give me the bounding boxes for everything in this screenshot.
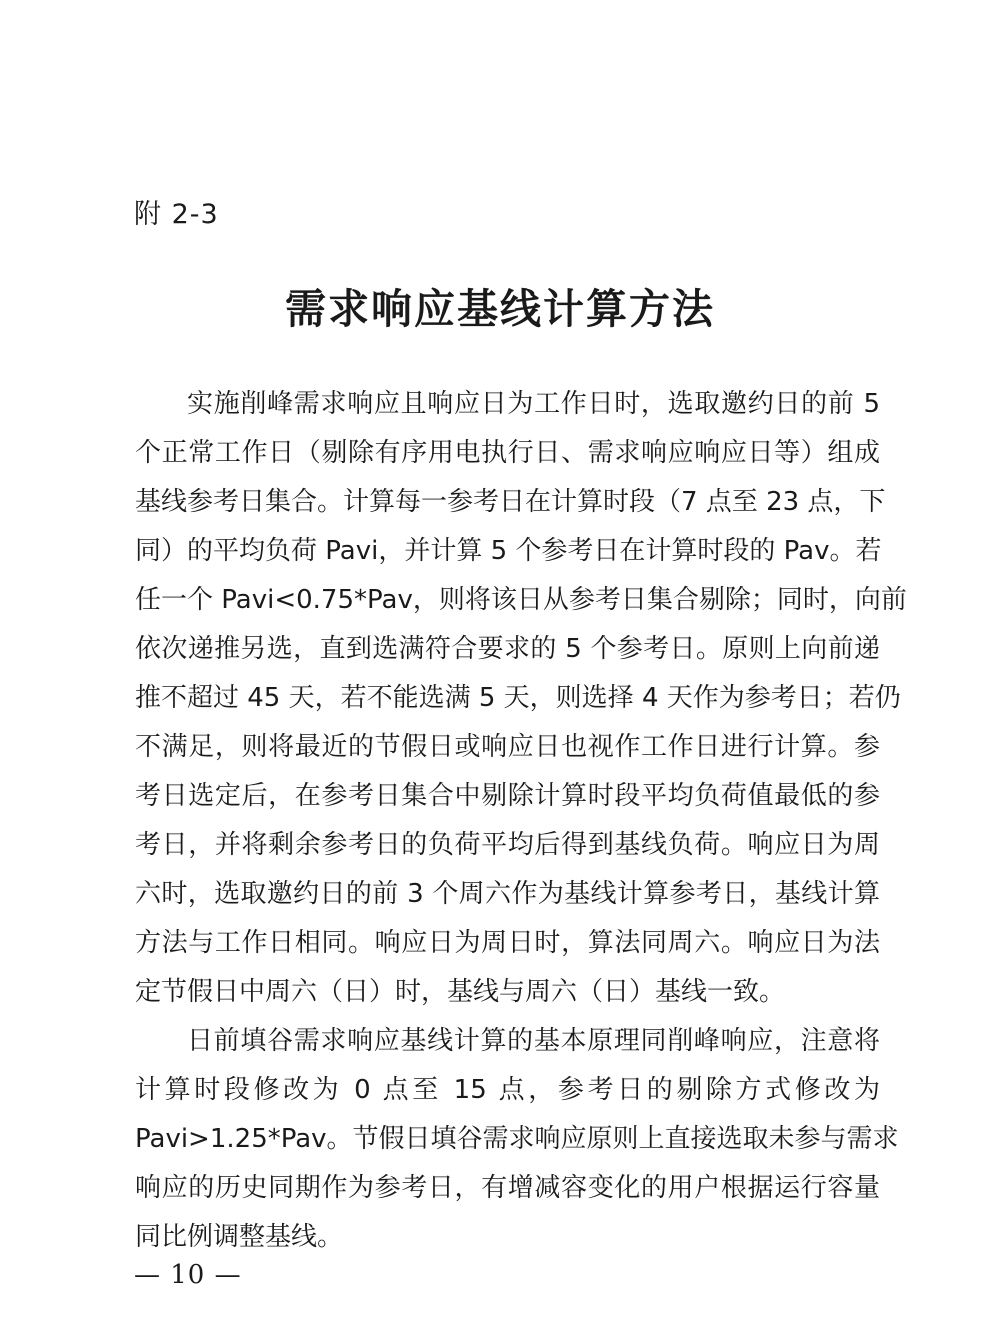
page-title: 需求响应基线计算方法 xyxy=(285,285,715,333)
paragraph-line: 日前填谷需求响应基线计算的基本原理同削峰响应，注意将 xyxy=(187,1026,880,1056)
paragraph-valley-filling xyxy=(135,1017,899,1262)
page-number: — 10 — xyxy=(134,1260,242,1290)
paragraph-line: 基线参考日集合。计算每一参考日在计算时段（7 点至 23 点，下 xyxy=(135,487,886,517)
paragraph-line: Pavi>1.25*Pav。节假日填谷需求响应原则上直接选取未参与需求 xyxy=(135,1124,899,1154)
paragraph-line: 考日，并将剩余参考日的负荷平均后得到基线负荷。响应日为周 xyxy=(135,830,880,860)
paragraph-line: 考日选定后，在参考日集合中剔除计算时段平均负荷值最低的参 xyxy=(135,781,880,811)
paragraph-line: 个正常工作日（剔除有序用电执行日、需求响应响应日等）组成 xyxy=(135,438,880,468)
paragraph-line: 推不超过 45 天，若不能选满 5 天，则选择 4 天作为参考日；若仍 xyxy=(135,683,901,713)
paragraph-line: 不满足，则将最近的节假日或响应日也视作工作日进行计算。参 xyxy=(135,732,880,762)
body-text xyxy=(135,380,907,1262)
paragraph-line: 依次递推另选，直到选满符合要求的 5 个参考日。原则上向前递 xyxy=(135,634,880,664)
paragraph-line: 计算时段修改为 0 点至 15 点，参考日的剔除方式修改为 xyxy=(135,1075,880,1105)
paragraph-line: 响应的历史同期作为参考日，有增减容变化的用户根据运行容量 xyxy=(135,1173,880,1203)
paragraph-line: 同）的平均负荷 Pavi，并计算 5 个参考日在计算时段的 Pav。若 xyxy=(135,536,882,566)
paragraph-line: 方法与工作日相同。响应日为周日时，算法同周六。响应日为法 xyxy=(135,928,880,958)
paragraph-line: 同比例调整基线。 xyxy=(135,1222,344,1252)
paragraph-line: 六时，选取邀约日的前 3 个周六作为基线计算参考日，基线计算 xyxy=(135,879,880,909)
paragraph-peak-shaving xyxy=(135,380,907,1017)
paragraph-line: 实施削峰需求响应且响应日为工作日时，选取邀约日的前 5 xyxy=(187,389,880,419)
attachment-label: 附 2-3 xyxy=(134,199,219,230)
paragraph-line: 任一个 Pavi<0.75*Pav，则将该日从参考日集合剔除；同时，向前 xyxy=(135,585,907,615)
paragraph-line: 定节假日中周六（日）时，基线与周六（日）基线一致。 xyxy=(135,977,786,1007)
